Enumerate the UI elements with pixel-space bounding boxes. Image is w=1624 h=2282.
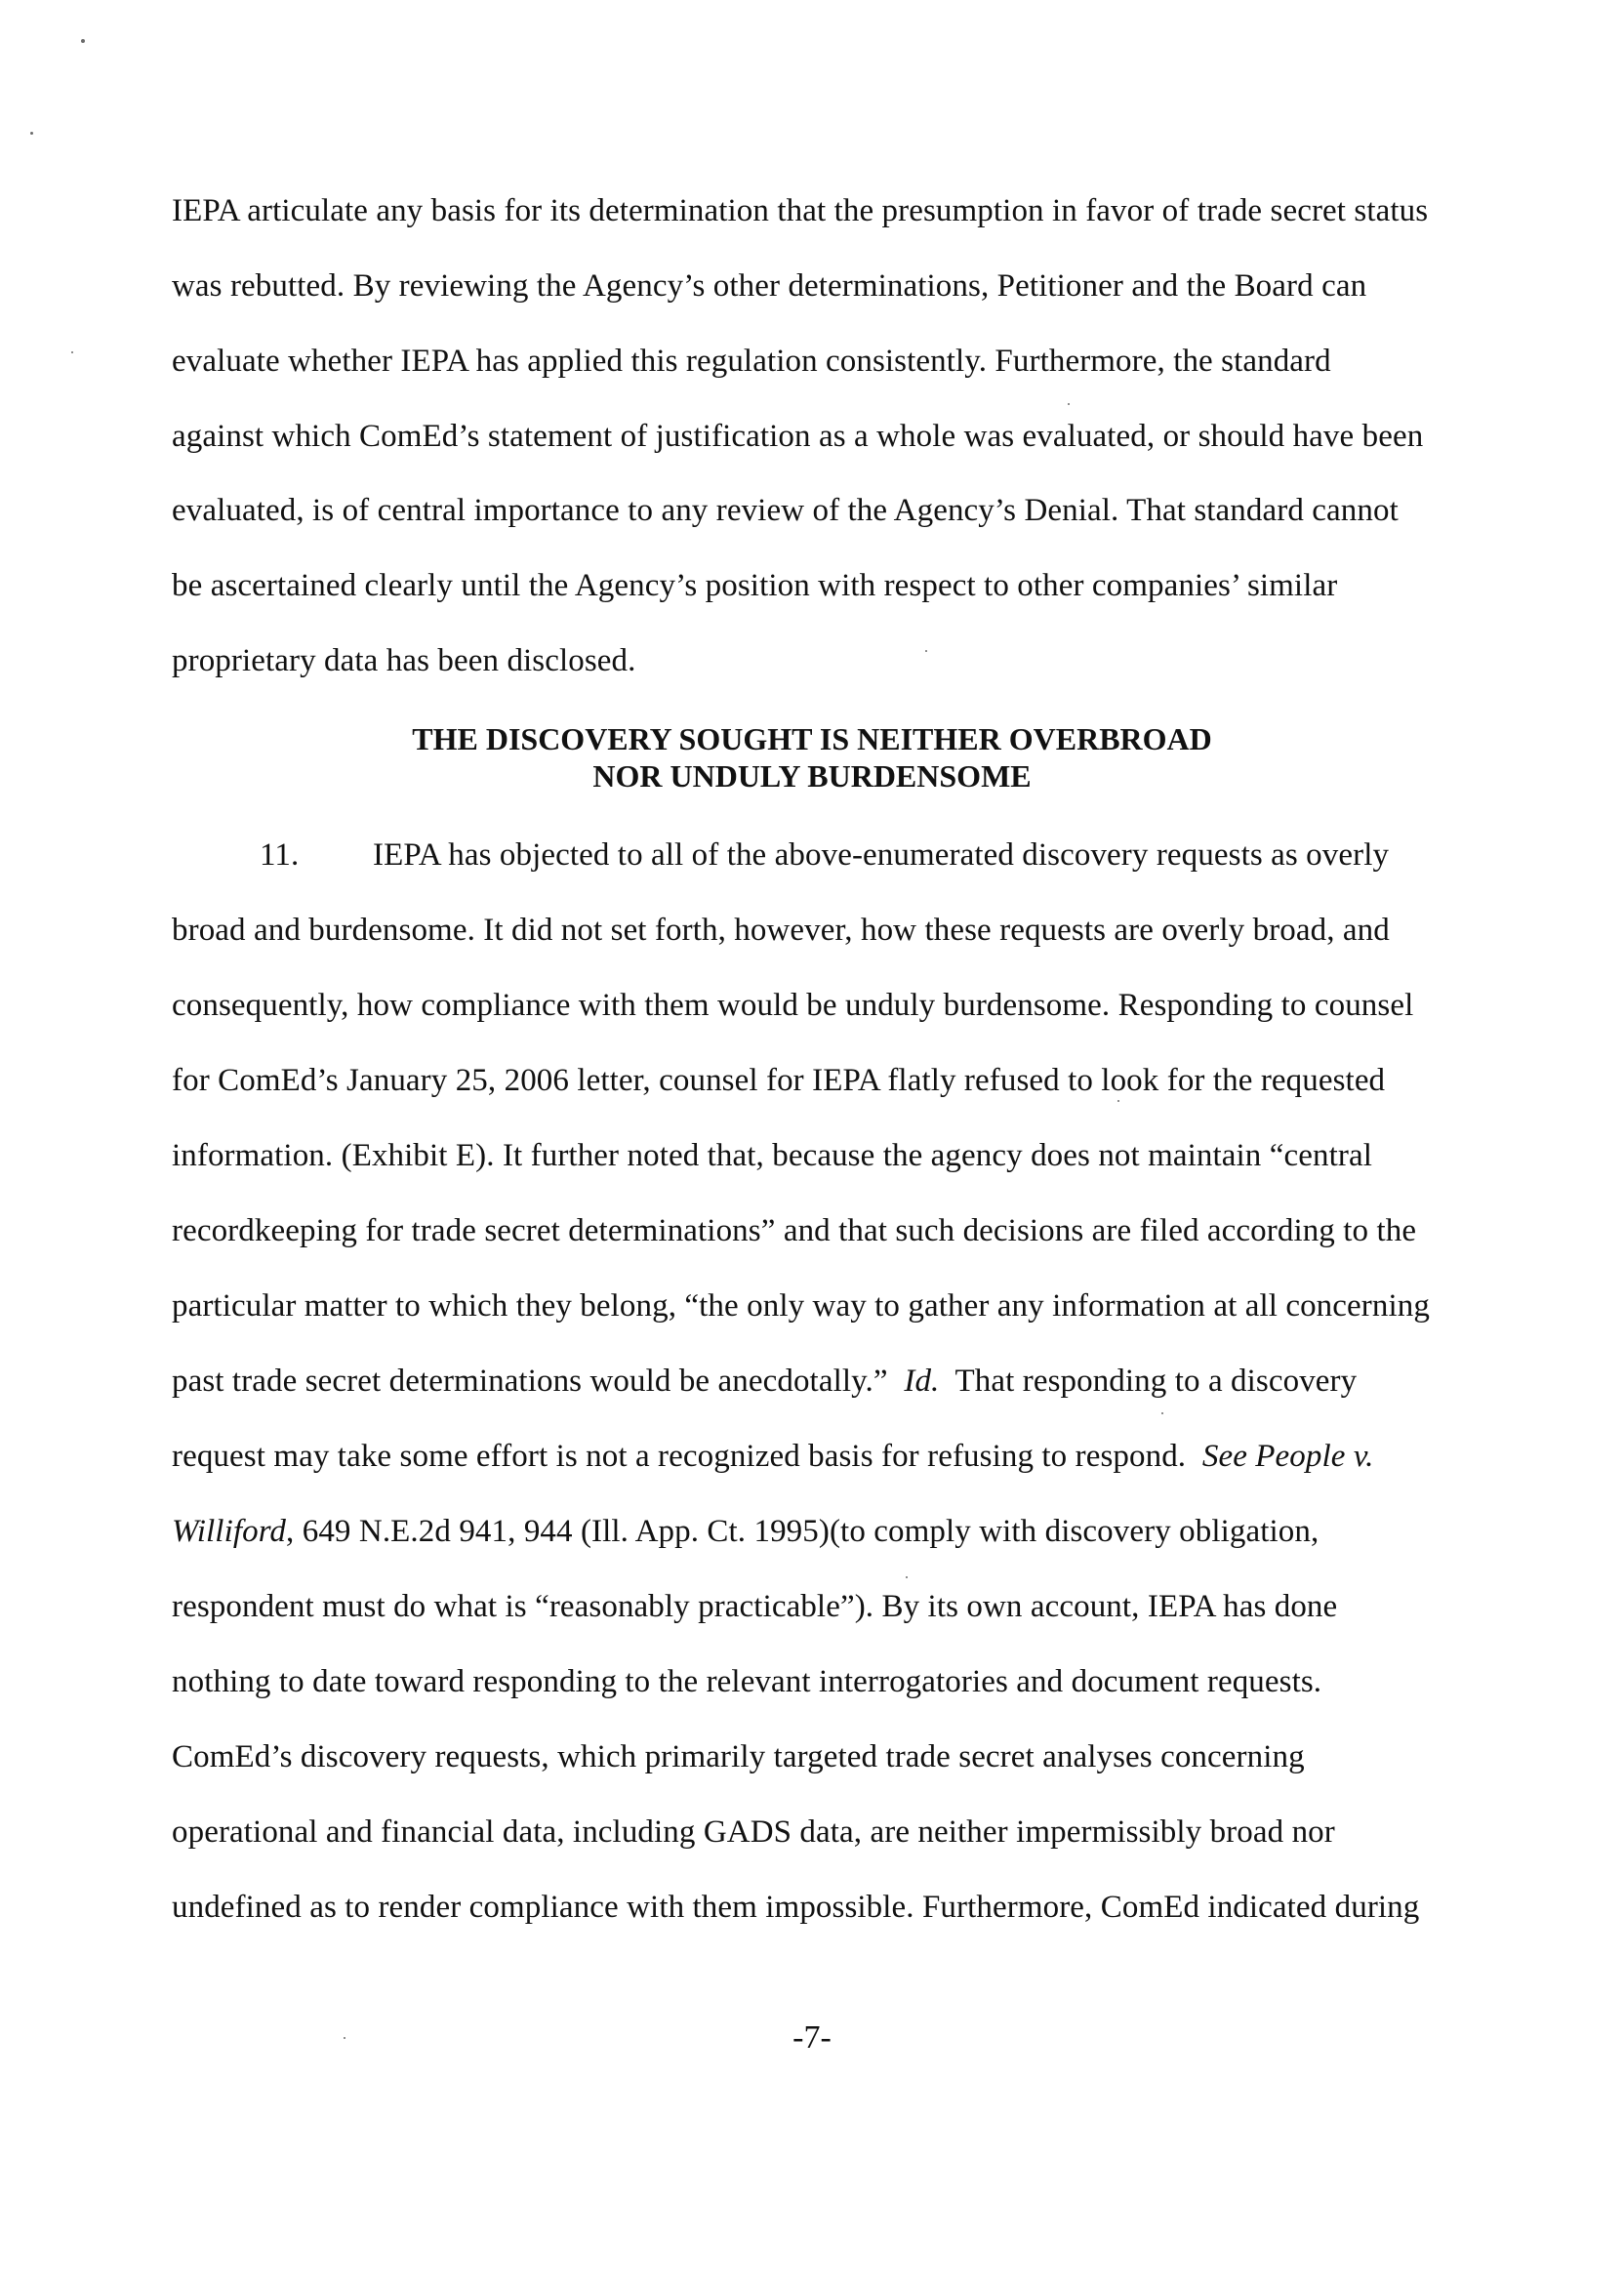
section-heading-line-1: THE DISCOVERY SOUGHT IS NEITHER OVERBROAD <box>412 721 1212 756</box>
body-line: evaluate whether IEPA has applied this regulation consistently. Furthermore, the standard <box>172 344 1331 379</box>
body-text: , 649 N.E.2d 941, 944 (Ill. App. Ct. 1995)(to comply with discovery obligation, <box>286 1514 1320 1549</box>
scan-speck <box>1161 1412 1163 1414</box>
body-text: IEPA has objected to all of the above-enumerated discovery requests as overly <box>373 837 1390 873</box>
body-line: information. (Exhibit E). It further noted that, because the agency does not maintain “central <box>172 1138 1372 1173</box>
body-text: past trade secret determinations would be anecdotally.” <box>172 1364 905 1399</box>
body-line <box>172 1512 1319 1551</box>
body-line: be ascertained clearly until the Agency’s position with respect to other companies’ similar <box>172 568 1338 603</box>
scan-speck <box>1117 1100 1119 1102</box>
body-line: recordkeeping for trade secret determinations” and that such decisions are filed according to the <box>172 1213 1417 1248</box>
body-line: consequently, how compliance with them would be unduly burdensome. Responding to counsel <box>172 988 1414 1023</box>
body-line: respondent must do what is “reasonably practicable”). By its own account, IEPA has done <box>172 1589 1338 1624</box>
body-line <box>172 1362 1357 1401</box>
body-line: ComEd’s discovery requests, which primarily targeted trade secret analyses concerning <box>172 1739 1305 1774</box>
body-text: That responding to a discovery <box>939 1364 1358 1399</box>
body-line: was rebutted. By reviewing the Agency’s other determinations, Petitioner and the Board can <box>172 268 1367 304</box>
body-line: broad and burdensome. It did not set forth, however, how these requests are overly broad, and <box>172 913 1390 948</box>
scan-speck <box>906 1576 908 1578</box>
body-line: IEPA articulate any basis for its determination that the presumption in favor of trade secret status <box>172 193 1429 228</box>
body-line: evaluated, is of central importance to any review of the Agency’s Denial. That standard cannot <box>172 493 1399 528</box>
page-number: -7- <box>792 2019 832 2056</box>
body-line: for ComEd’s January 25, 2006 letter, counsel for IEPA flatly refused to look for the requested <box>172 1063 1386 1098</box>
numbered-paragraph-first-line <box>260 835 1389 875</box>
paragraph-number: 11. <box>260 837 300 873</box>
scan-speck <box>925 650 927 652</box>
body-line: undefined as to render compliance with them impossible. Furthermore, ComEd indicated during <box>172 1890 1420 1925</box>
citation-italic: See People v. <box>1201 1439 1374 1474</box>
scan-speck <box>30 132 33 135</box>
scan-speck <box>81 39 85 43</box>
body-line: nothing to date toward responding to the relevant interrogatories and document requests. <box>172 1664 1322 1699</box>
scan-speck <box>1068 403 1070 405</box>
body-line <box>172 1437 1374 1476</box>
body-text: request may take some effort is not a recognized basis for refusing to respond. <box>172 1439 1202 1474</box>
body-line: proprietary data has been disclosed. <box>172 643 636 678</box>
citation-italic: Id. <box>904 1364 940 1399</box>
body-line: particular matter to which they belong, “the only way to gather any information at all concerning <box>172 1288 1430 1324</box>
citation-italic: Williford <box>172 1514 287 1549</box>
body-line: against which ComEd’s statement of justification as a whole was evaluated, or should have been <box>172 419 1424 454</box>
scan-speck <box>71 351 73 353</box>
section-heading-line-2: NOR UNDULY BURDENSOME <box>592 758 1032 794</box>
body-line: operational and financial data, including GADS data, are neither impermissibly broad nor <box>172 1814 1335 1850</box>
